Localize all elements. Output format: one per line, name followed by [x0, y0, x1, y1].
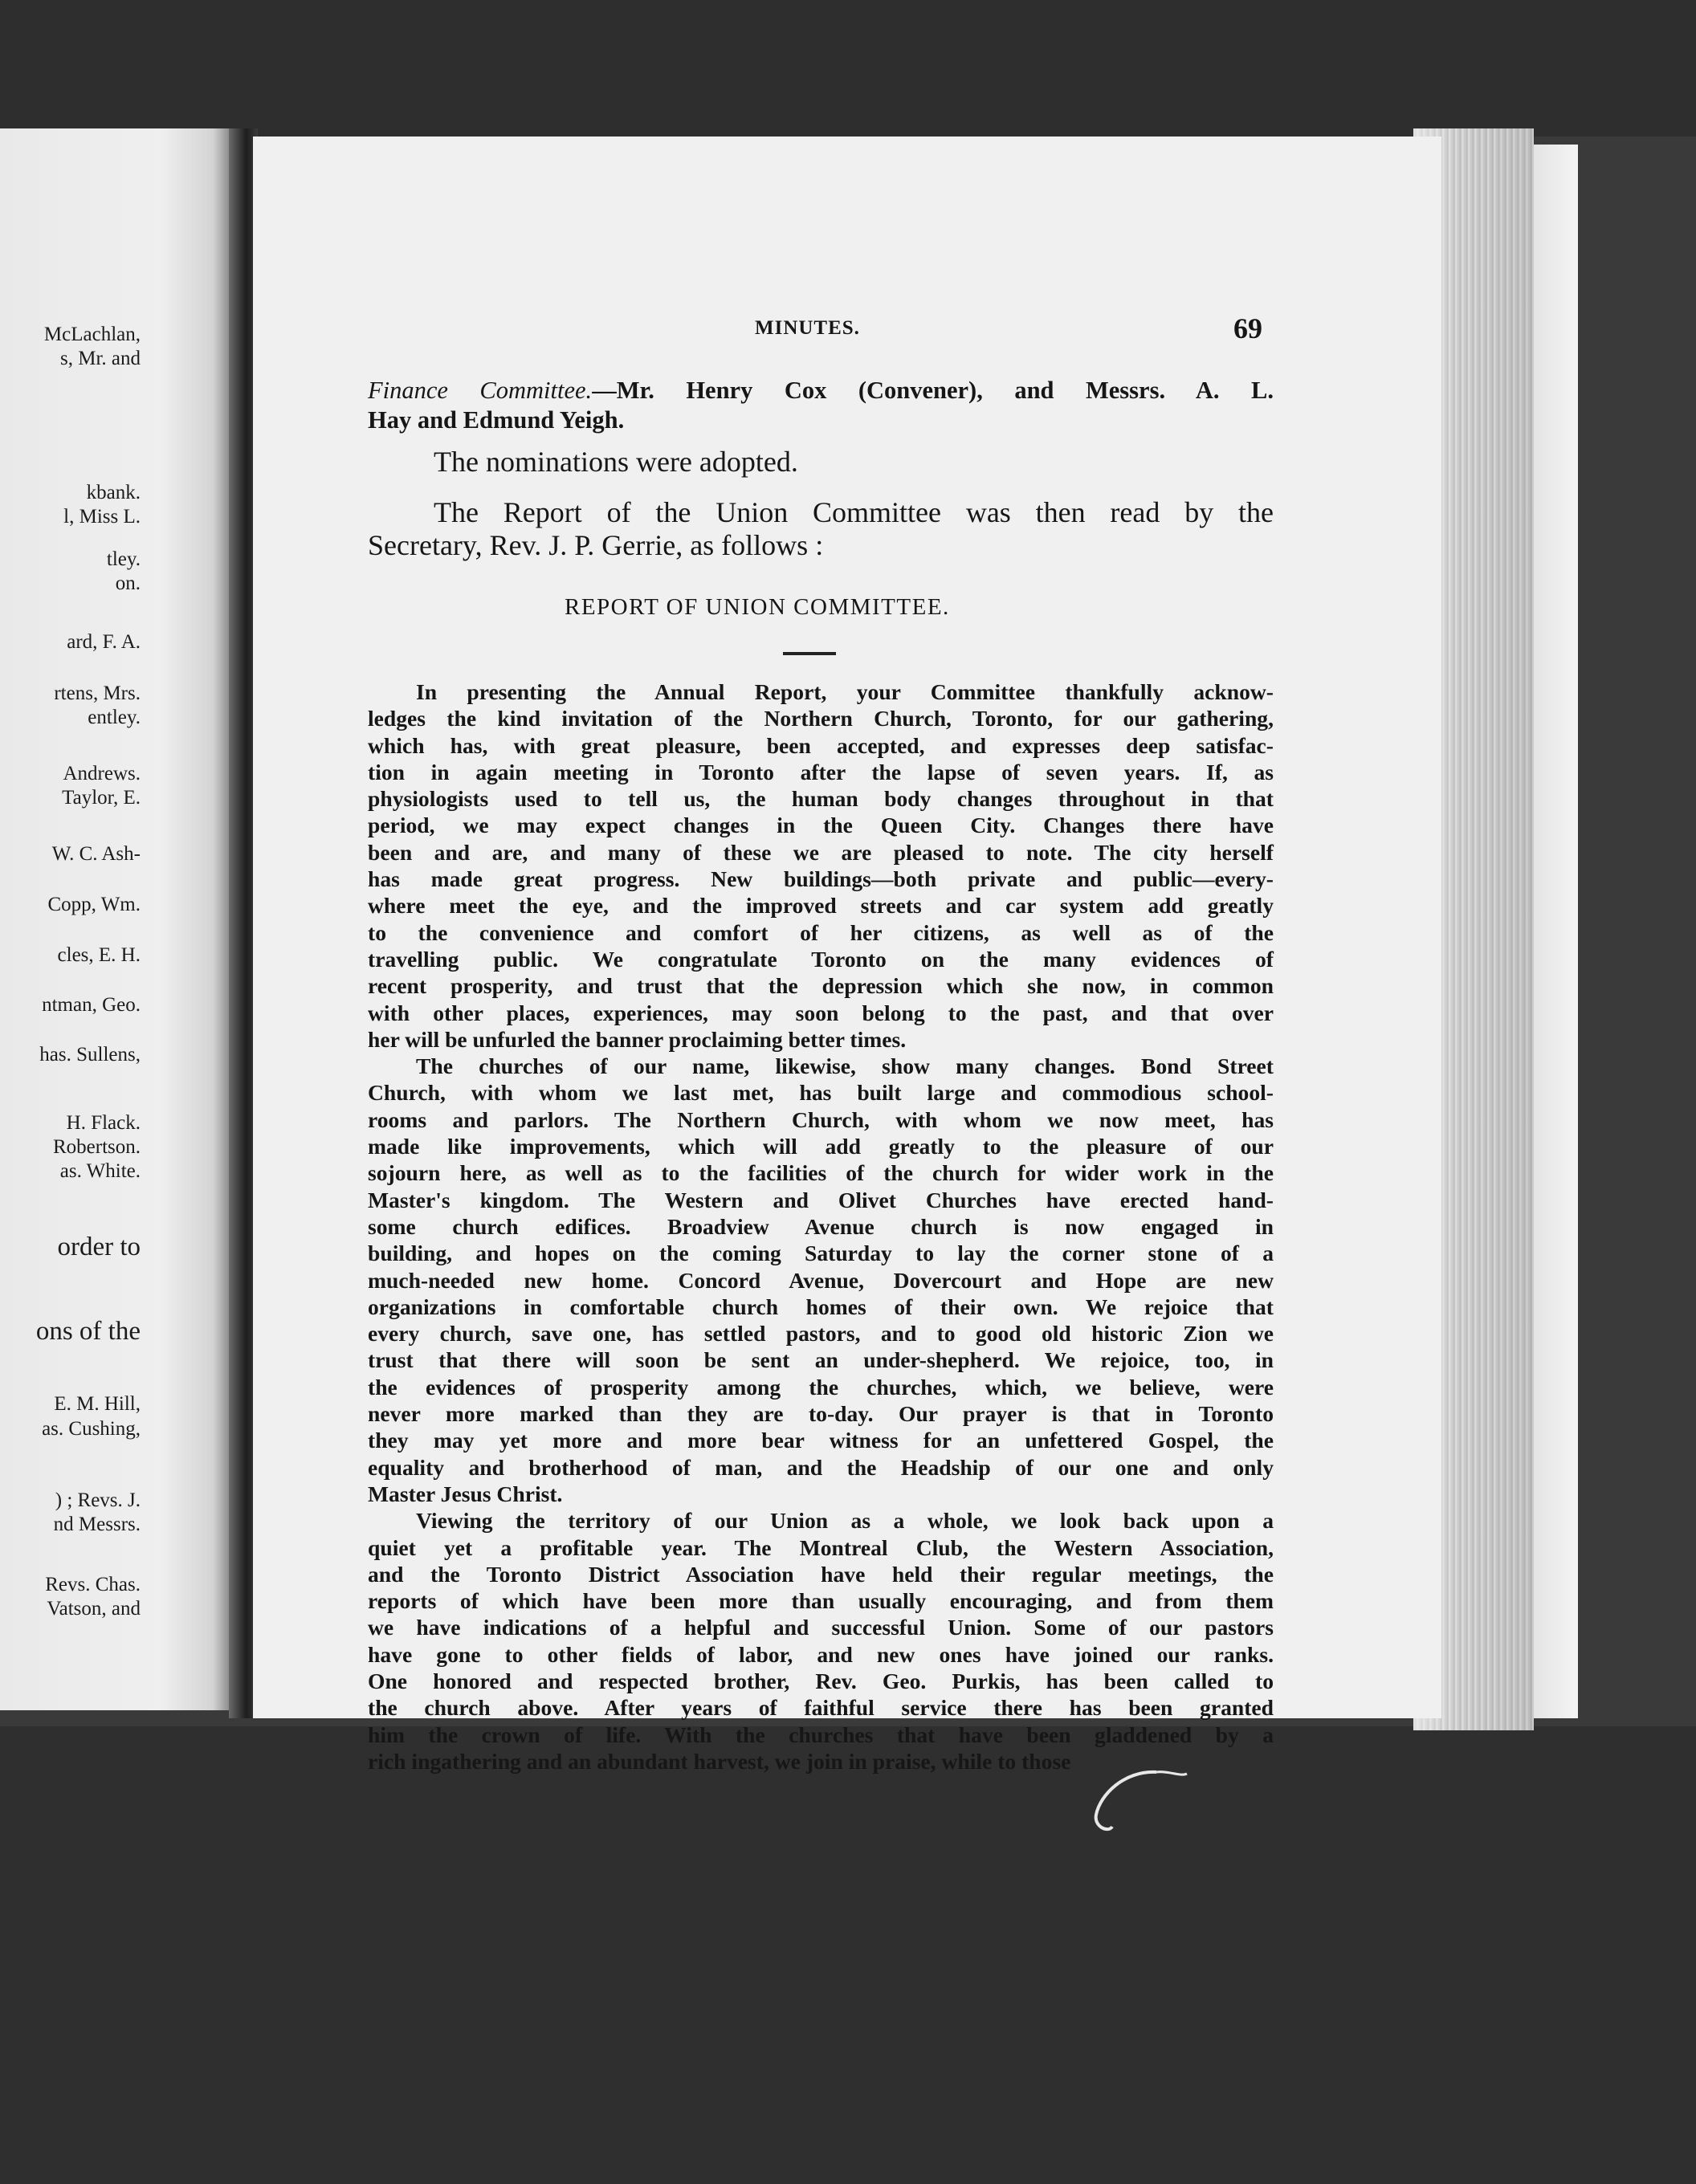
- paragraph2-line: organizations in comfortable church homes of their own. We rejoice that: [368, 1294, 1274, 1319]
- paragraph3-line: and the Toronto District Association have held their regular meetings, the: [368, 1561, 1274, 1587]
- nominations-adopted: The nominations were adopted.: [434, 446, 798, 478]
- paragraph1-line: which has, with great pleasure, been accepted, and expresses deep satisfac-: [368, 732, 1274, 758]
- paragraph1-line: with other places, experiences, may soon belong to the past, and that over: [368, 1000, 1274, 1025]
- paragraph3-line: quiet yet a profitable year. The Montreal Club, the Western Association,: [368, 1534, 1274, 1560]
- paragraph2-line: they may yet more and more bear witness for an unfettered Gospel, the: [368, 1428, 1274, 1453]
- paragraph1-line: been and are, and many of these we are pleased to note. The city herself: [368, 839, 1274, 865]
- paragraph1-line: period, we may expect changes in the Queen City. Changes there have: [368, 813, 1274, 838]
- page-number: 69: [1233, 312, 1262, 344]
- paragraph1-line: where meet the eye, and the improved streets and car system add greatly: [368, 893, 1274, 919]
- paragraph1-line: her will be unfurled the banner proclaiming better times.: [368, 1026, 907, 1052]
- left-page-fragment: as. White.: [59, 1160, 141, 1182]
- paragraph2-line: Master's kingdom. The Western and Olivet Churches have erected hand-: [368, 1187, 1274, 1212]
- paragraph3-line: we have indications of a helpful and successful Union. Some of our pastors: [368, 1615, 1274, 1640]
- left-page-fragment: s, Mr. and: [60, 348, 141, 369]
- title-rule: [783, 652, 836, 655]
- paragraph3-line: him the crown of life. With the churches that have been gladdened by a: [368, 1722, 1274, 1747]
- left-page-fragment: has. Sullens,: [39, 1044, 141, 1066]
- left-page-fragment: Vatson, and: [47, 1598, 141, 1620]
- left-page-fragment: nd Messrs.: [53, 1514, 141, 1535]
- report-intro-line: The Report of the Union Committee was then read by the: [434, 496, 1274, 528]
- paragraph2-line: sojourn here, as well as to the facilities of the church for wider work in the: [368, 1160, 1274, 1186]
- finance-members: —Mr. Henry Cox (Convener), and Messrs. A. L.: [592, 377, 1274, 404]
- paragraph2-line: The churches of our name, likewise, show many changes. Bond Street: [416, 1053, 1274, 1079]
- paragraph1-line: has made great progress. New buildings—both private and public—every-: [368, 866, 1274, 892]
- left-page-fragment: cles, E. H.: [57, 944, 141, 966]
- finance-label: Finance Committee.: [368, 377, 593, 404]
- paragraph3-line: Viewing the territory of our Union as a whole, we look back upon a: [416, 1508, 1274, 1534]
- left-page-fragment: ard, F. A.: [67, 631, 141, 653]
- paragraph1-line: travelling public. We congratulate Toronto on the many evidences of: [368, 946, 1274, 972]
- running-head: MINUTES.: [755, 317, 860, 339]
- left-page-fragment: kbank.: [86, 482, 141, 503]
- left-page-fragment: Taylor, E.: [62, 787, 141, 809]
- paragraph2-line: the evidences of prosperity among the churches, which, we believe, were: [368, 1374, 1274, 1400]
- left-page-fragment: entley.: [88, 707, 141, 728]
- left-page-fragment: H. Flack.: [66, 1112, 141, 1134]
- finance-line-2: Hay and Edmund Yeigh.: [368, 406, 625, 434]
- paragraph3-line: rich ingathering and an abundant harvest, we join in praise, while to those: [368, 1748, 1071, 1774]
- paragraph1-line: physiologists used to tell us, the human body changes throughout in that: [368, 786, 1274, 812]
- paragraph2-line: made like improvements, which will add greatly to the pleasure of our: [368, 1134, 1274, 1159]
- finance-committee: [368, 376, 1274, 435]
- report-title: REPORT OF UNION COMMITTEE.: [565, 594, 950, 620]
- paragraph2-line: trust that there will soon be sent an under-shepherd. We rejoice, too, in: [368, 1347, 1274, 1373]
- report-intro: [368, 496, 1274, 562]
- paragraph1-line: ledges the kind invitation of the Northern Church, Toronto, for our gathering,: [368, 706, 1274, 731]
- background-bottom: [0, 1726, 1696, 2184]
- left-page-fragment: Robertson.: [52, 1136, 141, 1158]
- paragraph1-line: to the convenience and comfort of her citizens, as well as of the: [368, 919, 1274, 945]
- paragraph1-line: tion in again meeting in Toronto after the lapse of seven years. If, as: [368, 759, 1274, 784]
- left-page-fragment: ons of the: [35, 1317, 141, 1346]
- left-page-fragment: order to: [57, 1233, 141, 1261]
- paragraph2-line: Master Jesus Christ.: [368, 1481, 563, 1506]
- left-page-fragment: Copp, Wm.: [47, 894, 141, 915]
- left-page-fragment: W. C. Ash-: [51, 843, 141, 865]
- left-page-fragment: Andrews.: [63, 763, 141, 784]
- report-intro-line: Secretary, Rev. J. P. Gerrie, as follows :: [368, 529, 824, 561]
- paragraph2-line: Church, with whom we last met, has built large and commodious school-: [368, 1080, 1274, 1106]
- paragraph2-line: every church, save one, has settled pastors, and to good old historic Zion we: [368, 1321, 1274, 1347]
- paragraph2-line: never more marked than they are to-day. Our prayer is that in Toronto: [368, 1401, 1274, 1427]
- left-page-fragment: E. M. Hill,: [54, 1393, 141, 1415]
- paragraph2-line: some church edifices. Broadview Avenue church is now engaged in: [368, 1213, 1274, 1239]
- left-page-fragment: McLachlan,: [43, 324, 141, 345]
- report-body: [368, 678, 1274, 1774]
- paragraph1-line: In presenting the Annual Report, your Committee thankfully acknow-: [416, 679, 1274, 704]
- paragraph1-line: recent prosperity, and trust that the depression which she now, in common: [368, 973, 1274, 999]
- paragraph2-line: rooms and parlors. The Northern Church, with whom we now meet, has: [368, 1106, 1274, 1132]
- background-top: [0, 0, 1696, 136]
- paragraph3-line: the church above. After years of faithful service there has been granted: [368, 1695, 1274, 1721]
- left-page-fragment: ntman, Geo.: [42, 994, 141, 1016]
- left-page-fragment: on.: [115, 572, 141, 594]
- left-page-fragment: as. Cushing,: [42, 1418, 141, 1440]
- paragraph2-line: building, and hopes on the coming Saturday to lay the corner stone of a: [368, 1241, 1274, 1266]
- left-page-fragment: ) ; Revs. J.: [55, 1489, 141, 1511]
- left-page-fragment: rtens, Mrs.: [54, 682, 141, 704]
- pencil-mark: [1076, 1762, 1188, 1843]
- paragraph2-line: much-needed new home. Concord Avenue, Dovercourt and Hope are new: [368, 1267, 1274, 1293]
- paragraph3-line: One honored and respected brother, Rev. Geo. Purkis, has been called to: [368, 1668, 1274, 1693]
- left-page-fragment: l, Miss L.: [63, 506, 141, 528]
- left-page-fragment: tley.: [106, 548, 141, 570]
- paragraph3-line: reports of which have been more than usually encouraging, and from them: [368, 1588, 1274, 1614]
- left-facing-page: [0, 128, 229, 1710]
- paragraph3-line: have gone to other fields of labor, and new ones have joined our ranks.: [368, 1641, 1274, 1667]
- left-page-fragment: Revs. Chas.: [45, 1574, 141, 1595]
- paragraph2-line: equality and brotherhood of man, and the Headship of our one and only: [368, 1454, 1274, 1480]
- fore-edge: [1534, 145, 1578, 1718]
